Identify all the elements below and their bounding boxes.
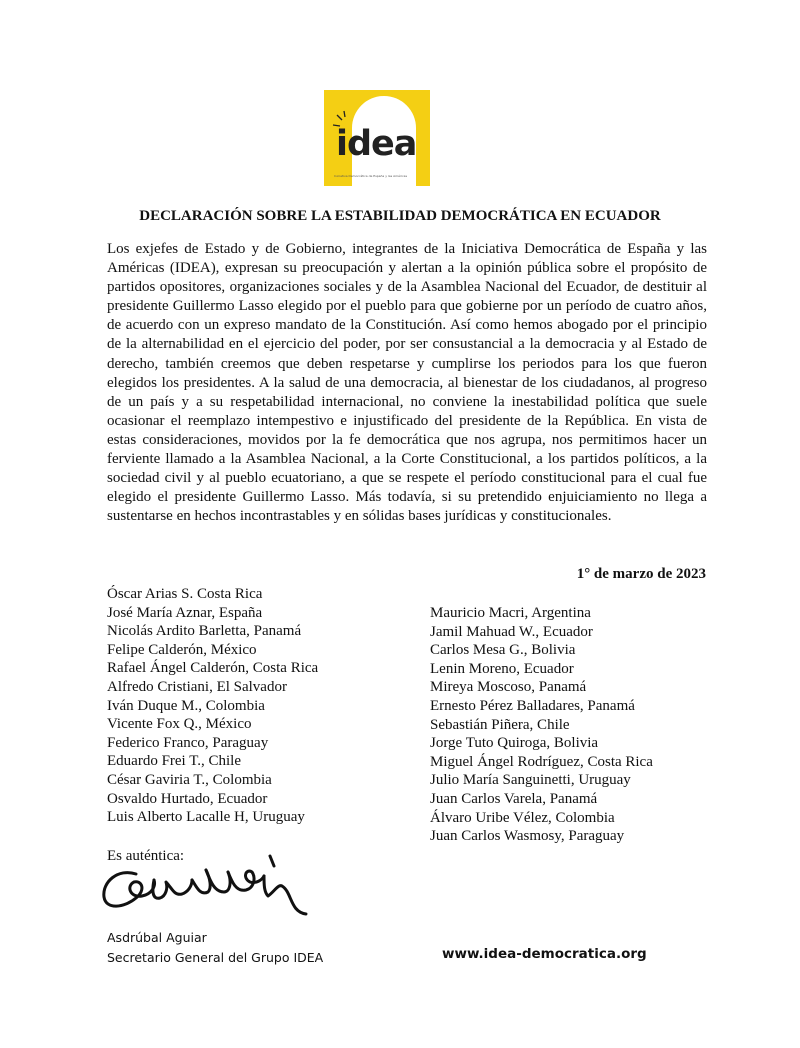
signatory-item: Julio María Sanguinetti, Uruguay [430,772,631,789]
signatory-item: Ernesto Pérez Balladares, Panamá [430,697,635,714]
signatory-item: Jorge Tuto Quiroga, Bolivia [430,735,599,752]
signatory-item: Luis Alberto Lacalle H, Uruguay [107,809,305,826]
signatory-item: Alfredo Cristiani, El Salvador [107,678,287,695]
signatory-item: Óscar Arias S. Costa Rica [107,586,263,602]
signatory-item: Juan Carlos Wasmosy, Paraguay [430,828,625,845]
logo-tagline: Iniciativa Democrática de España y las Américas [334,174,408,178]
signer-role: Secretario General del Grupo IDEA [107,950,324,965]
signatory-item: Eduardo Frei T., Chile [107,753,242,770]
signatory-item: Álvaro Uribe Vélez, Colombia [430,809,615,826]
signatories-right-list [430,604,653,846]
signatory-item: Juan Carlos Varela, Panamá [430,790,598,807]
handwritten-signature [96,852,326,927]
signatory-item: Osvaldo Hurtado, Ecuador [107,790,268,807]
signatory-item: Carlos Mesa G., Bolivia [430,642,576,659]
signatory-item: Iván Duque M., Colombia [107,697,265,714]
signer-name: Asdrúbal Aguiar [107,930,207,945]
signatory-item: Lenin Moreno, Ecuador [430,660,574,677]
signatory-item: Felipe Calderón, México [107,641,257,658]
declaration-body: Los exjefes de Estado y de Gobierno, integrantes de la Iniciativa Democrática de España y las Américas (IDEA), expresan su preocupación y alertan a la opinión pública sobre el propósito de partidos opositores, organizaciones sociales y de la Asamblea Nacional del Ecuador, de destituir al presidente Guillermo Lasso elegido por el pueblo para que gobierne por un período de cuatro años, de acuerdo con un expreso mandato de la Constitución. Así como hemos abogado por el principio de la alternabilidad en el ejercicio del poder, por ser consustancial a la democracia y al Estado de derecho, también creemos que deben respetarse y cumplirse los periodos para los que fueron elegidos los presidentes. A la salud de una democracia, al bienestar de los ciudadanos, al progreso de un país y a su respetabilidad internacional, no conviene la inestabilidad política que suele ocasionar el reemplazo intempestivo e injustificado del presidente de la República. En vista de estas consideraciones, movidos por la fe democrática que nos agrupa, nos permitimos hacer un ferviente llamado a la Asamblea Nacional, a la Corte Constitucional, a los partidos políticos, a la sociedad civil y al pueblo ecuatoriano, a que se respete el período constitucional para el cual fue elegido el presidente Guillermo Lasso. Más todavía, si su pretendido enjuiciamiento no llega a sustentarse en hechos incontrastables y en sólidas bases jurídicas y constitucionales. [107,241,707,525]
signatory-item: Jamil Mahuad W., Ecuador [430,623,593,640]
signatories-left-list [107,585,318,827]
authentication-label: Es auténtica: [107,848,185,864]
signatory-item: Rafael Ángel Calderón, Costa Rica [107,660,319,677]
signer-block [107,928,323,968]
declaration-date: 1° de marzo de 2023 [576,566,706,582]
signatory-item: Federico Franco, Paraguay [107,734,269,751]
signatory-item: José María Aznar, España [107,604,263,621]
signatory-item: César Gaviria T., Colombia [107,771,272,788]
signatory-item: Mireya Moscoso, Panamá [430,679,587,696]
signatory-item: Mauricio Macri, Argentina [430,605,591,621]
signatory-item: Sebastián Piñera, Chile [430,716,570,733]
website-link[interactable]: www.idea-democratica.org [442,946,647,962]
signatory-item: Nicolás Ardito Barletta, Panamá [107,623,302,640]
signatory-item: Miguel Ángel Rodríguez, Costa Rica [430,753,653,770]
logo-word: idea [336,124,417,164]
document-title: DECLARACIÓN SOBRE LA ESTABILIDAD DEMOCRÁTICA EN ECUADOR [139,208,661,224]
signatory-item: Vicente Fox Q., México [107,716,252,733]
idea-logo [324,90,430,186]
